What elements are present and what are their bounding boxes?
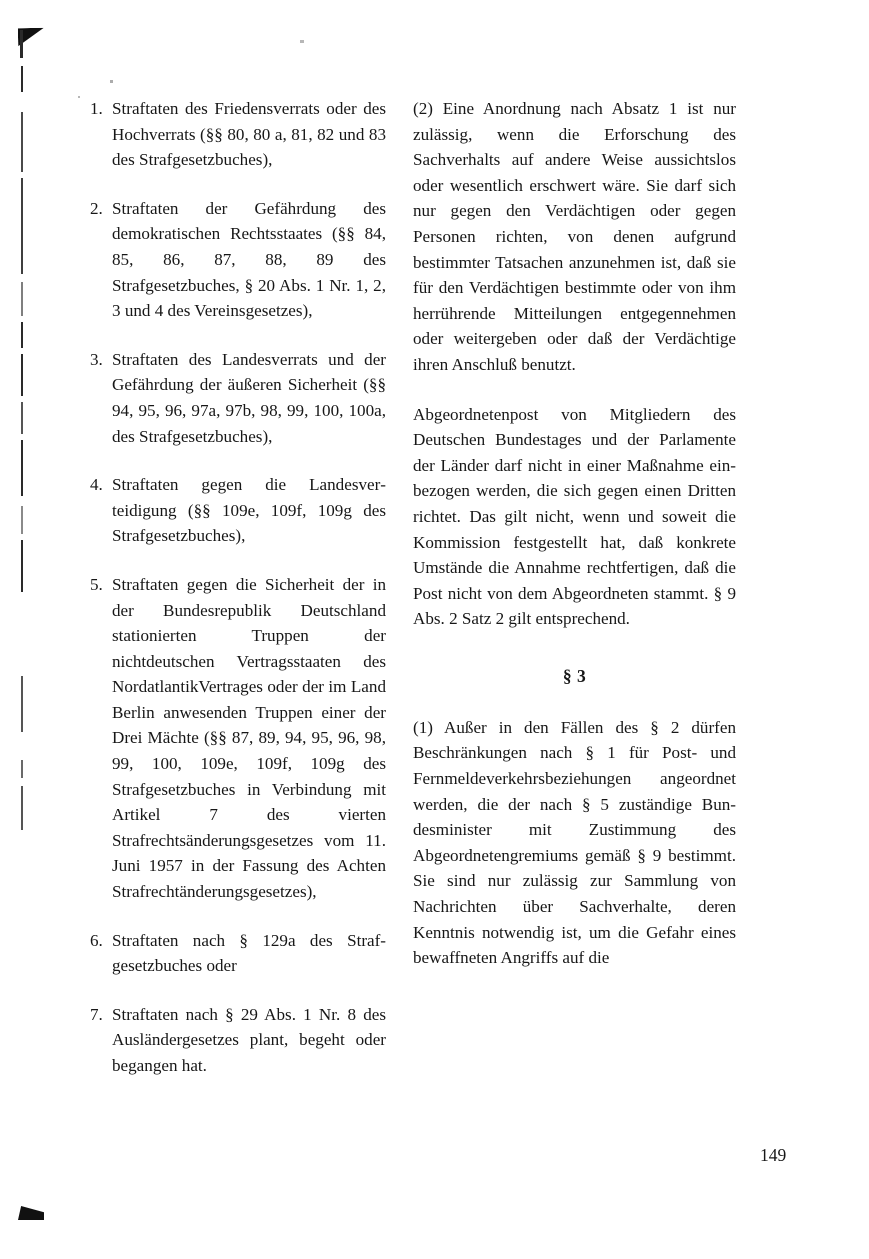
list-item — [90, 347, 386, 449]
page-number: 149 — [760, 1145, 787, 1165]
list-item-marker: 1. — [90, 99, 103, 118]
list-item-text: Straftaten gegen die Sicherheit der in der Bundesrepublik Deutschland stationierten Truppen der nichtdeutschen Vertragsstaaten des NordatlantikVertrages oder der im Land Berlin anwesenden Truppen einer der Drei Mächte (§§ 87, 89, 94, 95, 96, 98, 99, 100, 109e, 109f, 109g des Strafgesetzbuches in Verbindung mit Artikel 7 des vierten Strafrechtsänderungsgesetzes vom 11. Juni 1957 in der Fassung des Achten Strafrechtänderungsgesetzes), — [112, 574, 386, 902]
list-item — [90, 928, 386, 979]
list-item — [90, 1002, 386, 1079]
list-item-marker: 5. — [90, 574, 103, 594]
list-item-text: Straftaten gegen die Landesverteidigung (§§ 109e, 109f, 109g des Strafgesetzbuches), — [112, 475, 386, 546]
list-item-marker: 6. — [90, 930, 103, 950]
list-item-marker: 3. — [90, 349, 103, 369]
list-item — [90, 472, 386, 549]
left-text-column — [90, 96, 386, 1079]
list-item-text: Straftaten der Gefährdung des demokratischen Rechtsstaates (§§ 84, 85, 86, 87, 88, 89 des Strafgesetzbuches, § 20 Abs. 1 Nr. 1, 2, 3 und 4 des Vereinsgesetzes), — [112, 198, 386, 321]
right-text-column — [413, 96, 736, 971]
paragraph-abgeordnetenpost: Abgeordnetenpost von Mitgliedern des Deutschen Bundestages und der Parlamente der Länder darf nicht in einer Maßnahme einbezogen werden, die sich gegen einen Dritten richtet. Das gilt nicht, wenn und soweit die Kommission festgestellt hat, daß konkrete Umstände die Annahme rechtfertigen, daß die Post nicht von dem Abgeordneten stammt. § 9 Abs. 2 Satz 2 gilt entsprechend. — [413, 404, 736, 629]
list-item-text: Straftaten nach § 29 Abs. 1 Nr. 8 des Ausländergesetzes plant, begeht oder begangen hat. — [112, 1004, 386, 1075]
paragraph-absatz-2: (2) Eine Anordnung nach Absatz 1 ist nur zulässig, wenn die Erforschung des Sachverhalts auf andere Weise aussichtslos oder wesentlich erschwert wäre. Sie darf sich nur gegen den Verdächtigen oder gegen Personen richten, von denen aufgrund bestimmter Tatsachen anzunehmen ist, daß sie für den Verdächtigen bestimmte oder von ihm herrührende Mitteilungen entgegennehmen oder weitergeben oder daß der Verdächtige ihren Anschluß benutzt. — [413, 99, 736, 374]
list-item-text: Straftaten des Landesverrats und der Gefährdung der äußeren Sicherheit (§§ 94, 95, 96, 97a, 97b, 98, 99, 100, 100a, des Strafgesetzbuches), — [112, 349, 386, 446]
list-item — [90, 572, 386, 905]
list-item-marker: 4. — [90, 475, 103, 495]
list-item-text: Straftaten des Friedensverrats oder des Hochverrats (§§ 80, 80 a, 81, 82 und 83 des Strafgesetzbuches), — [112, 99, 386, 170]
list-item — [90, 96, 386, 173]
paragraph-absatz-1: (1) Außer in den Fällen des § 2 dürfen Beschränkungen nach § 1 für Post- und Fernmeldeverkehrsbeziehungen angeordnet werden, die der nach § 5 zuständige Bundesminister mit Zustimmung des Abgeordnetengremiums gemäß § 9 bestimmt. Sie sind nur zulässig zur Sammlung von Nachrichten über Sachverhalte, deren Kenntnis notwendig ist, um die Gefahr eines bewaffneten Angriffs auf die — [413, 717, 736, 968]
list-item-marker: 7. — [90, 1004, 103, 1024]
list-item-marker: 2. — [90, 198, 103, 218]
list-item — [90, 196, 386, 324]
list-item-text: Straftaten nach § 129a des Strafgesetzbuches oder — [112, 930, 386, 976]
section-heading-paragraph-3: § 3 — [562, 665, 587, 686]
